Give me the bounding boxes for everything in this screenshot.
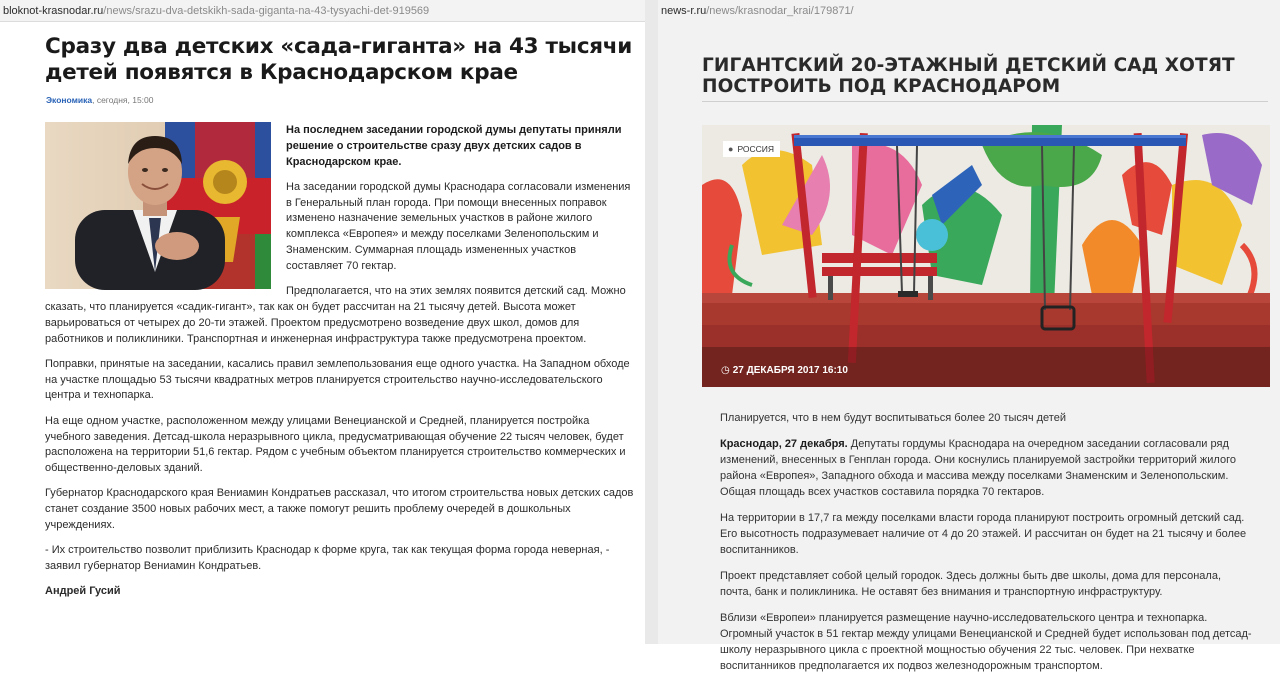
publish-date-overlay [721, 365, 848, 376]
left-paragraph: На еще одном участке, расположенном между улицами Венецианской и Средней, планируется постройка учебного заведения. Детсад-школа неразрывного цикла, предусматривающая обучение 22 тысяч человек, будет расположена на территории 51,6 гектар. Рядом с учебным объектом планируется строительство коммерческих и общественно-деловых зданий. [45, 414, 626, 475]
left-paragraph: На заседании городской думы Краснодара согласовали изменения в Генеральный план города. При помощи внесенных поправок изменено назначение земельных участков в районе жилого комплекса «Европея» и между поселками Зеленопольским и Знаменским. Суммарная площадь измененных участков составляет 70 гектар. [286, 180, 631, 272]
clock-icon: ◷ [721, 365, 730, 376]
right-paragraph: Вблизи «Европеи» планируется размещение научно-исследовательского центра и технопарка. Огромный участок в 51 гектар между улицами Венецианской и Средней будет использован под детсад-школу неразрывного цикла с проектной мощностью обучения 22 тыс. человек. При нехватке воспитанников предполагается их подвоз железнодорожным транспортом. [720, 612, 1252, 672]
left-article-pane [0, 0, 645, 644]
left-publish-time: , сегодня, 15:00 [92, 95, 154, 105]
left-article-body [45, 123, 635, 610]
playground-photo-illustration [702, 125, 1270, 387]
left-lead-paragraph: На последнем заседании городской думы депутаты приняли решение о строительстве сразу двух детских садов в Краснодарском крае. [286, 124, 622, 168]
right-article-body [720, 410, 1252, 684]
title-divider-line [702, 101, 1268, 102]
photo-float-spacer [45, 123, 286, 293]
right-article-title: ГИГАНТСКИЙ 20-ЭТАЖНЫЙ ДЕТСКИЙ САД ХОТЯТ ПОСТРОИТЬ ПОД КРАСНОДАРОМ [702, 55, 1235, 97]
left-article-meta [46, 95, 154, 105]
screenshot-divider [645, 0, 658, 644]
left-category-link[interactable]: Экономика [46, 95, 93, 105]
left-paragraph: Предполагается, что на этих землях появится детский сад. Можно сказать, что планируется «садик-гигант», так как он будет рассчитан на 21 тысячу детей. Высота может варьироваться от четырех до 20-ти этажей. Проектом предусмотрено возведение двух школ, домов для работников и поликлиники. Транспортная и инженерная инфраструктура также предусмотрена проектом. [45, 285, 626, 345]
left-paragraph: Поправки, принятые на заседании, касались правил землепользования еще одного участка. На Западном обходе на участке площадью 53 тысячи квадратных метров планируется строительство научно-исследовательского центра и технопарка. [45, 357, 630, 402]
publish-date: 27 ДЕКАБРЯ 2017 16:10 [732, 365, 848, 376]
region-badge[interactable] [723, 141, 780, 157]
right-paragraph: На территории в 17,7 га между поселками власти города планируют построить огромный детский сад. Его высотность подразумевает наличие от 4 до 20 этажей. И рассчитан он будет на 21 тысячу и более воспитанников. [720, 512, 1247, 556]
right-intro: Планируется, что в нем будут воспитываться более 20 тысяч детей [720, 412, 1066, 424]
region-badge-label: РОССИЯ [737, 144, 775, 154]
right-url-host: news-r.ru [661, 5, 707, 17]
left-url-host: bloknot-krasnodar.ru [3, 5, 104, 17]
right-dateline: Краснодар, 27 декабря. [720, 438, 848, 450]
right-paragraph-text: Депутаты гордумы Краснодара на очередном заседании согласовали ряд изменений, внесенных в Генплан города. Они коснулись планируемой застройки территорий жилого района «Европея», Западного обхода и массива между поселками Знаменским и Зеленопольским. Общая площадь всех участков составила порядка 70 гектаров. [720, 438, 1236, 498]
right-paragraph: Проект представляет собой целый городок. Здесь должны быть две школы, дома для персонала, почта, банк и поликлиника. Не оставят без внимания и транспортную инфраструктуру. [720, 570, 1221, 598]
playground-photo [702, 125, 1270, 387]
left-author: Андрей Гусий [45, 585, 121, 598]
left-article-title: Сразу два детских «сада-гиганта» на 43 тысячи детей появятся в Краснодарском крае [45, 34, 632, 85]
right-address-bar[interactable] [658, 0, 1280, 22]
right-paragraph [720, 436, 1252, 500]
left-paragraph: Губернатор Краснодарского края Вениамин Кондратьев рассказал, что итогом строительства новых детских садов станет создание 3500 новых рабочих мест, а также помогут решить проблему очередей в дошкольных учреждениях. [45, 487, 634, 532]
left-url-path: /news/srazu-dva-detskikh-sada-giganta-na-43-tysyachi-det-919569 [103, 5, 430, 17]
globe-icon: ● [728, 144, 734, 154]
right-article-pane [658, 0, 1280, 672]
left-paragraph: - Их строительство позволит приблизить Краснодар к форме круга, так как текущая форма города неверная, - заявил губернатор Вениамин Кондратьев. [45, 544, 610, 573]
right-url-path: /news/krasnodar_krai/179871/ [706, 5, 854, 17]
left-address-bar[interactable] [0, 0, 645, 22]
